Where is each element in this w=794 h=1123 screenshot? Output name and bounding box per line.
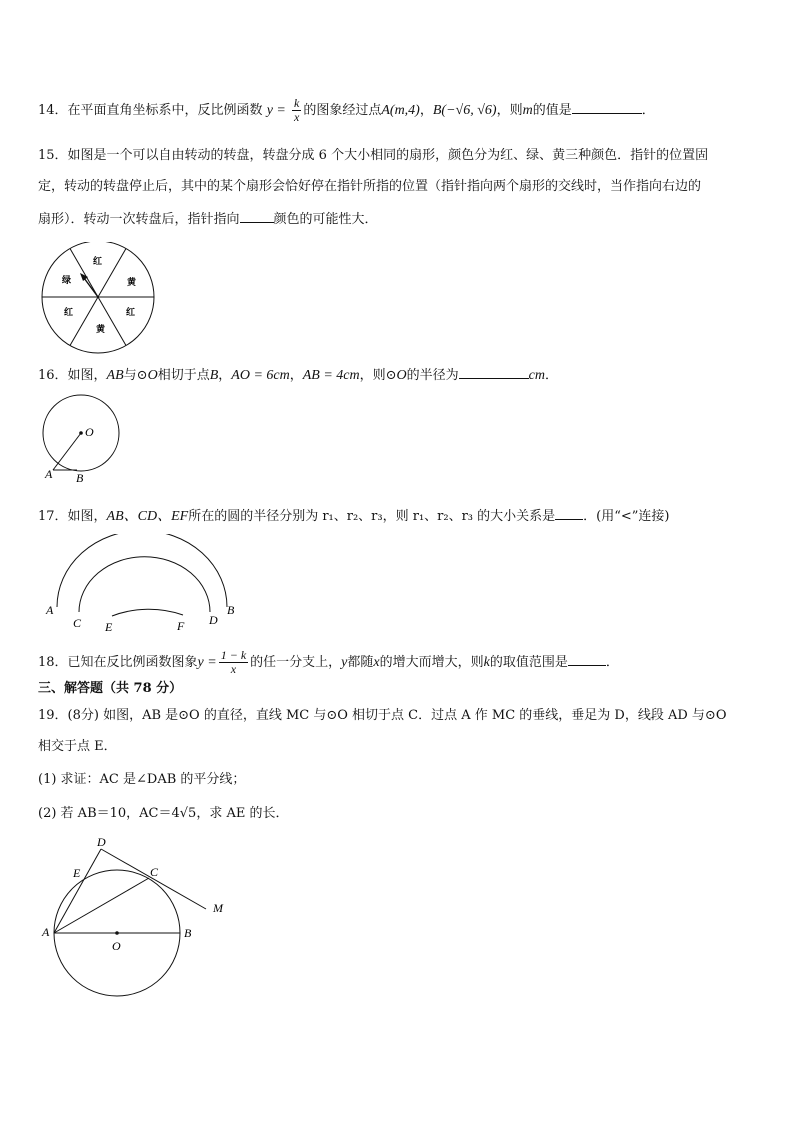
q16-text-a: 16．如图， bbox=[38, 368, 107, 383]
q17-arcs: AB、CD、EF bbox=[106, 509, 189, 524]
q16-sep2: ， bbox=[289, 368, 303, 383]
arc-ef bbox=[112, 609, 183, 616]
segment-ad bbox=[54, 849, 101, 933]
q14-text-a: 在平面直角坐标系中，反比例函数 bbox=[67, 103, 263, 118]
q16-o2: O bbox=[396, 368, 407, 383]
sector-label-lower-left: 红 bbox=[64, 308, 74, 318]
question-17 bbox=[38, 506, 670, 526]
label-b: B bbox=[227, 603, 235, 617]
label-e: E bbox=[105, 620, 113, 634]
chord-ac bbox=[54, 878, 149, 933]
center-point-o bbox=[115, 931, 119, 935]
q17-answer-blank[interactable] bbox=[555, 506, 583, 520]
q16-b: B bbox=[209, 368, 219, 383]
q18-x: x bbox=[373, 655, 380, 670]
section-3-title: 三、解答题（共 78 分） bbox=[38, 681, 183, 696]
q15-line-2: 定，转动的转盘停止后，其中的某个扇形会恰好停在指针所指的位置（指针指向两个扇形的交线时，当作指向右边的 bbox=[38, 179, 702, 194]
q14-var-m: m bbox=[522, 103, 533, 118]
label-d: D bbox=[209, 613, 218, 627]
arc-ab bbox=[57, 534, 227, 607]
spinner-pointer bbox=[84, 278, 98, 297]
q16-answer-blank[interactable] bbox=[459, 365, 529, 379]
q15-line-1: 15．如图是一个可以自由转动的转盘，转盘分成 6 个大小相同的扇形，颜色分为红、绿、黄三种颜色．指针的位置固 bbox=[38, 148, 709, 163]
q19-line-1: 19．(8分) 如图，AB 是⊙O 的直径，直线 MC 与⊙O 相切于点 C．过点 A 作 MC 的垂线，垂足为 D，线段 AD 与⊙O bbox=[38, 708, 727, 723]
q14-sep: ， bbox=[419, 103, 433, 118]
sector-label-top: 红 bbox=[93, 257, 103, 267]
q18-text-e: 的取值范围是 bbox=[489, 655, 568, 670]
pointer-arrow-icon bbox=[80, 273, 88, 281]
q16-text-c: 相切于点 bbox=[157, 368, 210, 383]
q14-number: 14． bbox=[38, 103, 68, 118]
label-c: C bbox=[73, 616, 82, 630]
q14-frac-den: x bbox=[294, 110, 300, 124]
arcs-diagram bbox=[40, 534, 250, 636]
sector-label-upper-left: 绿 bbox=[62, 276, 72, 286]
q16-text-b: 与⊙ bbox=[123, 368, 148, 383]
label-d: D bbox=[97, 835, 106, 849]
label-b: B bbox=[184, 926, 192, 940]
q18-text-a: 18．已知在反比例函数图象 bbox=[38, 655, 198, 670]
sector-label-upper-right: 黄 bbox=[127, 278, 137, 288]
label-a: A bbox=[45, 467, 53, 481]
radius-ob bbox=[77, 433, 81, 470]
q18-frac-num: 1 − k bbox=[220, 648, 247, 662]
q15-line-3 bbox=[38, 209, 378, 229]
label-o: O bbox=[85, 425, 94, 439]
q14-end: ． bbox=[641, 103, 655, 118]
q14-frac-num: k bbox=[294, 96, 300, 110]
q18-k: k bbox=[483, 655, 490, 670]
sector-label-bottom: 黄 bbox=[96, 325, 106, 335]
q18-func-y: y = bbox=[197, 655, 217, 670]
label-f: F bbox=[177, 619, 185, 633]
segment-ao bbox=[53, 433, 81, 470]
arc-cd bbox=[79, 557, 210, 612]
q18-answer-blank[interactable] bbox=[568, 652, 606, 666]
q14-text-d: 的值是 bbox=[532, 103, 572, 118]
q18-end: ． bbox=[605, 655, 619, 670]
q16-ab: AB bbox=[106, 368, 124, 383]
q14-answer-blank[interactable] bbox=[572, 100, 642, 114]
label-e: E bbox=[73, 866, 81, 880]
q14-text-b: 的图象经过点 bbox=[303, 103, 382, 118]
q18-text-d: 的增大而增大，则 bbox=[379, 655, 484, 670]
label-c: C bbox=[150, 865, 159, 879]
q18-y: y bbox=[341, 655, 348, 670]
q16-unit: cm bbox=[528, 368, 545, 383]
q16-ao: AO = 6cm bbox=[231, 368, 290, 383]
q16-o: O bbox=[147, 368, 158, 383]
label-m: M bbox=[213, 901, 223, 915]
tangent-line-dm bbox=[101, 849, 206, 909]
question-18 bbox=[38, 649, 619, 676]
q14-text-c: ，则 bbox=[496, 103, 523, 118]
label-b: B bbox=[76, 471, 84, 485]
q14-fraction bbox=[292, 97, 301, 124]
label-o: O bbox=[112, 939, 121, 953]
q16-end: ． bbox=[544, 368, 558, 383]
q14-point-b: B(−√6, √6) bbox=[432, 103, 497, 118]
q16-text-d: ，则⊙ bbox=[359, 368, 397, 383]
tangent-circle-diagram bbox=[40, 392, 130, 488]
q15-line-3a: 扇形）．转动一次转盘后，指针指向 bbox=[38, 212, 240, 227]
label-a: A bbox=[42, 925, 50, 939]
q18-text-c: 都随 bbox=[347, 655, 374, 670]
q15-answer-blank[interactable] bbox=[240, 209, 274, 223]
sector-label-lower-right: 红 bbox=[126, 308, 136, 318]
q14-point-a: A(m,4) bbox=[381, 103, 420, 118]
spinner-diagram bbox=[40, 242, 160, 354]
q18-text-b: 的任一分支上， bbox=[250, 655, 342, 670]
label-a: A bbox=[46, 603, 54, 617]
q16-sep1: ， bbox=[218, 368, 232, 383]
q19-diagram bbox=[38, 832, 238, 1002]
q17-text-a: 17．如图， bbox=[38, 509, 107, 524]
q15-line-3b: 颜色的可能性大． bbox=[273, 212, 378, 227]
question-14 bbox=[38, 97, 655, 124]
q14-func-y: y = bbox=[266, 103, 286, 118]
question-16 bbox=[38, 365, 558, 385]
q19-part-1: (1) 求证：AC 是∠DAB 的平分线； bbox=[38, 772, 246, 787]
q19-line-2: 相交于点 E． bbox=[38, 739, 117, 754]
q17-text-c: ．(用“<”连接) bbox=[583, 509, 670, 524]
q16-ab-value: AB = 4cm bbox=[302, 368, 360, 383]
q17-text-b: 所在的圆的半径分别为 r₁、r₂、r₃，则 r₁、r₂、r₃ 的大小关系是 bbox=[188, 509, 556, 524]
q19-part-2: (2) 若 AB＝10，AC＝4√5，求 AE 的长． bbox=[38, 806, 289, 821]
q16-text-e: 的半径为 bbox=[406, 368, 459, 383]
q18-frac-den: x bbox=[230, 662, 237, 676]
q18-fraction bbox=[219, 649, 248, 676]
